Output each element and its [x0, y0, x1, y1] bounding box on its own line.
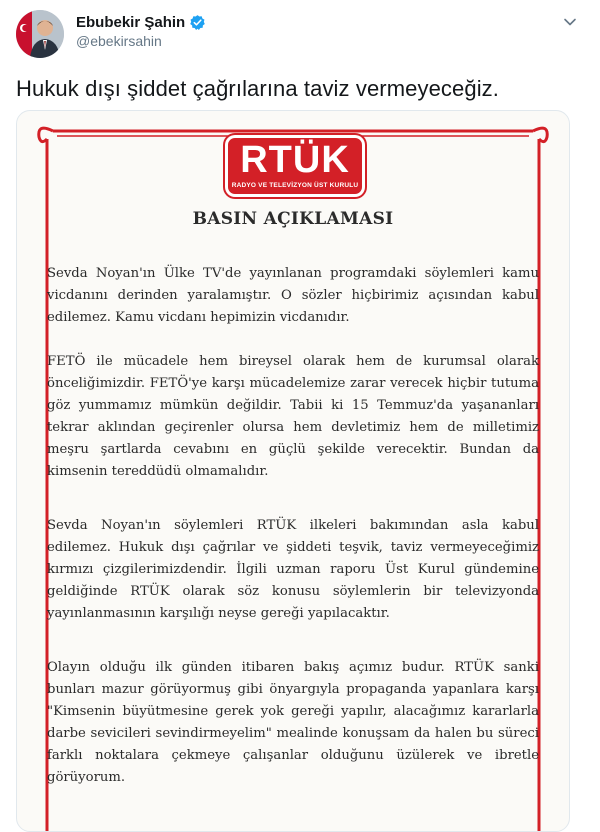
author-name[interactable]: Ebubekir Şahin — [76, 14, 186, 31]
tweet-text: Hukuk dışı şiddet çağrılarına taviz vermeyeceğiz. — [16, 76, 499, 101]
avatar[interactable] — [16, 10, 64, 58]
author-handle[interactable]: @ebekirsahin — [76, 33, 162, 49]
document-title: BASIN AÇIKLAMASI — [192, 209, 394, 229]
logo-subtitle: RADYO VE TELEVİZYON ÜST KURULU — [231, 182, 359, 189]
rtuk-logo — [225, 135, 365, 197]
paragraph-4: Olayın olduğu ilk günden itibaren bakış açımız budur. RTÜK sanki bunları mazur görüyormuş gibi önyargıyla propaganda yapanlara karşı "Kimsenin büyütmesine gerek yok gereği yapılır, alacağımız kararlarla darbe sevicileri sevindirmeyelim" mealinde konuşsam da halen bu süreci farklı noktalara çekmeye çalışanlar olduğunu üzülerek ve ibretle görüyorum. — [47, 660, 539, 785]
avatar-photo-icon — [16, 10, 64, 58]
logo-main-text: RTÜK — [240, 139, 350, 181]
press-release-document — [17, 111, 569, 831]
paragraph-3: Sevda Noyan'ın söylemleri RTÜK ilkeleri bakımından asla kabul edilemez. Hukuk dışı çağrılar ve şiddeti teşvik, taviz vermeyeceğimiz kırmızı çizgilerimizdendir. İlgili uzman raporu Üst Kurul gündemine geldiğinde RTÜK olarak söz konusu söylemlerin bir televizyonda yayınlanmasının karşılığı neyse gereği yapılacaktır. — [47, 518, 539, 621]
verified-badge-icon — [189, 14, 206, 31]
chevron-down-icon[interactable] — [562, 14, 578, 30]
paragraph-2: FETÖ ile mücadele hem bireysel olarak hem de kurumsal olarak önceliğimizdir. FETÖ'ye karşı mücadelemize zarar verecek hiçbir tutuma göz yummamız mümkün değildir. Tabii ki 15 Temmuz'da yaşananları tekrar aklından geçirenler olursa hem devletimiz hem de milletimiz meşru şartlarda cevabını en güçlü şekilde verecektir. Bundan da kimsenin tereddüdü olmamalıdır. — [47, 354, 539, 479]
tweet-header — [16, 8, 584, 60]
paragraph-1: Sevda Noyan'ın Ülke TV'de yayınlanan programdaki söylemleri kamu vicdanını derinden yaralamıştır. O sözler hiçbirimiz açısından kabul edilemez. Kamu vicdanı hepimizin vicdanıdır. — [47, 266, 539, 325]
user-info — [76, 14, 206, 49]
tweet-media-image[interactable] — [16, 110, 570, 832]
